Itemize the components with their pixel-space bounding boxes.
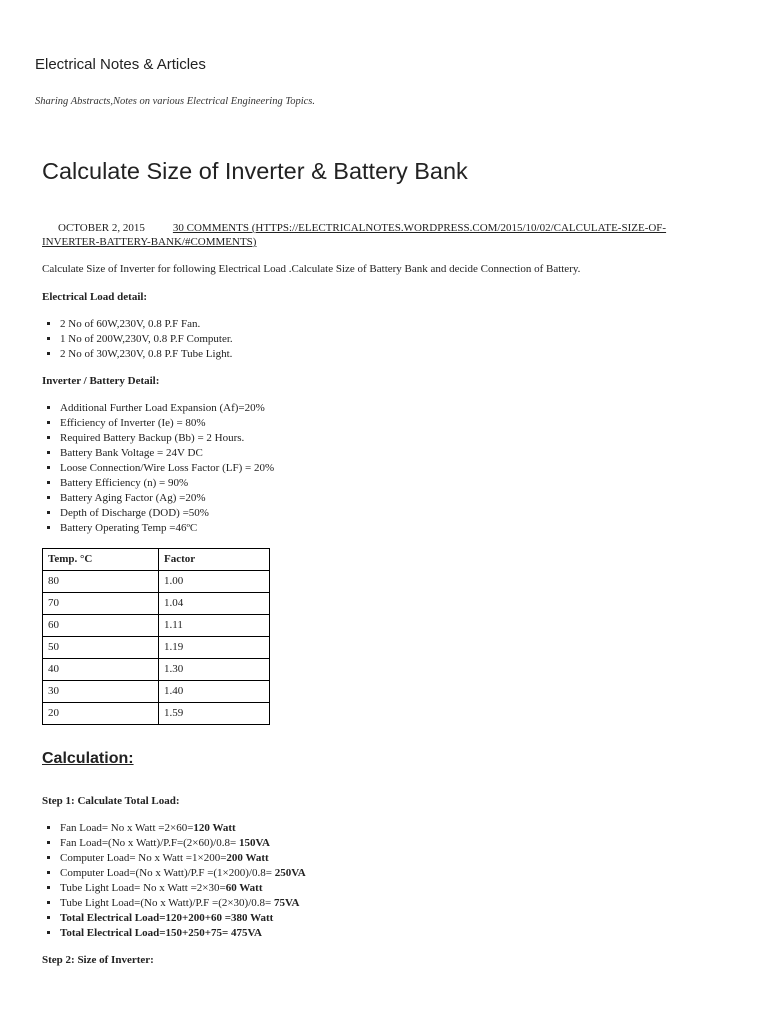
calc-text: Computer Load= No x Watt =1×200= [60, 852, 227, 864]
list-item [60, 866, 732, 881]
calc-result: Total Electrical Load=120+200+60 =380 Watt [60, 912, 274, 924]
table-cell: 80 [43, 571, 159, 593]
calc-result: 60 Watt [225, 882, 263, 894]
calc-text: Tube Light Load= No x Watt =2×30= [60, 882, 226, 894]
table-cell: 1.11 [159, 615, 270, 637]
site-tagline: Sharing Abstracts,Notes on various Electrical Engineering Topics. [35, 96, 315, 107]
calc-text: Tube Light Load=(No x Watt)/P.F =(2×30)/0.8= [60, 897, 274, 909]
list-item [60, 821, 732, 836]
list-item: ▪ Additional Further Load Expansion (Af)=20% [60, 401, 732, 416]
table-cell: 50 [43, 637, 159, 659]
table-cell: 30 [43, 681, 159, 703]
inverter-heading: Inverter / Battery Detail: [42, 375, 160, 387]
list-item: ▪ 2 No of 60W,230V, 0.8 P.F Fan. [60, 317, 732, 332]
calc-result: 250VA [274, 867, 306, 879]
list-item [60, 881, 732, 896]
post-title: Calculate Size of Inverter & Battery Bank [42, 158, 468, 184]
temperature-factor-table [42, 548, 270, 725]
table-header: Temp. °C [43, 549, 159, 571]
intro-paragraph: Calculate Size of Inverter for following Electrical Load .Calculate Size of Battery Bank and decide Connection of Battery. [42, 263, 581, 275]
table-row [43, 571, 270, 593]
table-row [43, 703, 270, 725]
table-row [43, 593, 270, 615]
table-row [43, 681, 270, 703]
calc-text: Computer Load=(No x Watt)/P.F =(1×200)/0.8= [60, 867, 275, 879]
list-item: ▪ Battery Bank Voltage = 24V DC [60, 446, 732, 461]
site-title[interactable]: Electrical Notes & Articles [35, 56, 206, 73]
table-cell: 20 [43, 703, 159, 725]
load-list [42, 317, 732, 362]
calc-text: Fan Load=(No x Watt)/P.F=(2×60)/0.8= [60, 837, 239, 849]
table-cell: 1.40 [159, 681, 270, 703]
table-cell: 1.19 [159, 637, 270, 659]
list-item: ▪ Efficiency of Inverter (Ie) = 80% [60, 416, 732, 431]
calc-text: Fan Load= No x Watt =2×60= [60, 822, 194, 834]
table-cell: 1.00 [159, 571, 270, 593]
table-cell: 1.04 [159, 593, 270, 615]
load-heading: Electrical Load detail: [42, 291, 148, 303]
list-item: ▪ Battery Operating Temp =46ºC [60, 521, 732, 536]
list-item: ▪ Required Battery Backup (Bb) = 2 Hours. [60, 431, 732, 446]
step1-heading: Step 1: Calculate Total Load: [42, 795, 180, 807]
table-cell: 60 [43, 615, 159, 637]
step1-list [42, 821, 732, 941]
list-item: ▪ 2 No of 30W,230V, 0.8 P.F Tube Light. [60, 347, 732, 362]
table-row [43, 615, 270, 637]
post-content [42, 262, 732, 968]
table-row [43, 637, 270, 659]
list-item: ▪ Battery Aging Factor (Ag) =20% [60, 491, 732, 506]
table-header: Factor [159, 549, 270, 571]
table-row [43, 659, 270, 681]
table-header-row [43, 549, 270, 571]
post-date[interactable]: OCTOBER 2, 2015 [58, 222, 145, 234]
list-item: ▪ Depth of Discharge (DOD) =50% [60, 506, 732, 521]
list-item: ▪ Loose Connection/Wire Loss Factor (LF) = 20% [60, 461, 732, 476]
comments-link[interactable]: 30 COMMENTS (HTTPS://ELECTRICALNOTES.WORDPRESS.COM/2015/10/02/CALCULATE-SIZE-OF-INVERTER-BATTERY-BANK/#COMMENTS) [42, 222, 667, 248]
list-item [60, 926, 732, 941]
calc-result: 120 Watt [193, 822, 236, 834]
table-cell: 40 [43, 659, 159, 681]
calc-result: Total Electrical Load=150+250+75= 475VA [60, 927, 262, 939]
step2-heading: Step 2: Size of Inverter: [42, 954, 154, 966]
inverter-list [42, 401, 732, 536]
post-meta [42, 221, 722, 249]
list-item [60, 851, 732, 866]
calc-result: 150VA [238, 837, 270, 849]
table-cell: 1.30 [159, 659, 270, 681]
table-cell: 70 [43, 593, 159, 615]
table-cell: 1.59 [159, 703, 270, 725]
list-item [60, 896, 732, 911]
list-item: ▪ 1 No of 200W,230V, 0.8 P.F Computer. [60, 332, 732, 347]
list-item: ▪ Battery Efficiency (n) = 90% [60, 476, 732, 491]
calc-result: 200 Watt [226, 852, 269, 864]
calculation-heading: Calculation: [42, 750, 134, 767]
calc-result: 75VA [273, 897, 300, 909]
list-item [60, 836, 732, 851]
list-item [60, 911, 732, 926]
